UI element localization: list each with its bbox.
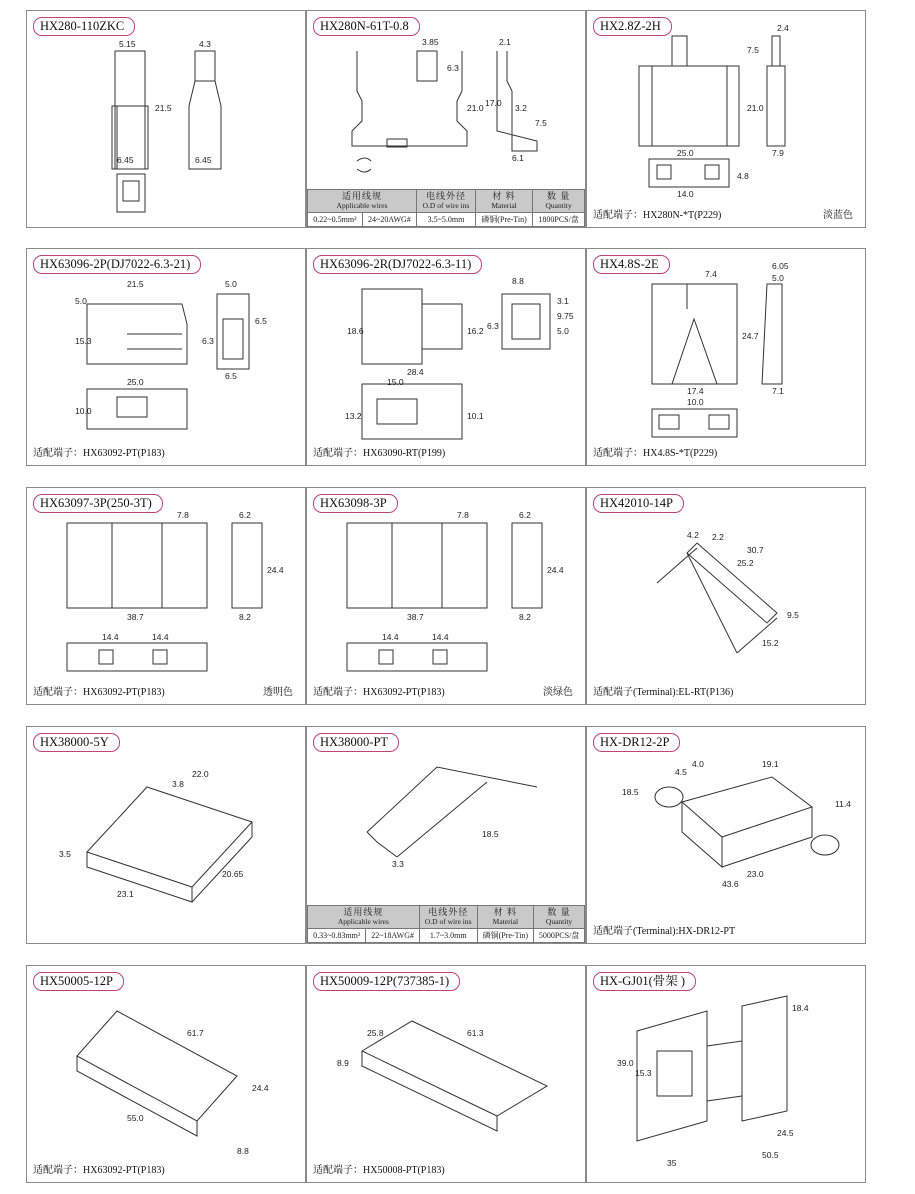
part-title: HX280-110ZKC bbox=[33, 17, 135, 36]
dim-label: 6.5 bbox=[255, 316, 267, 326]
spec-cell: 24~20AWG# bbox=[362, 213, 416, 227]
terminal-note: 适配端子：HX4.8S-*T(P229) bbox=[593, 448, 718, 459]
dim-label: 39.0 bbox=[617, 1058, 634, 1068]
spec-cell: 3.5~5.0mm bbox=[417, 213, 476, 227]
dim-label: 30.7 bbox=[747, 545, 764, 555]
part-title: HX63097-3P(250-3T) bbox=[33, 494, 163, 513]
dim-label: 38.7 bbox=[407, 612, 424, 622]
dim-label: 23.0 bbox=[747, 869, 764, 879]
dim-label: 10.0 bbox=[687, 397, 704, 407]
dim-label: 24.7 bbox=[742, 331, 759, 341]
dim-label: 5.0 bbox=[557, 326, 569, 336]
dim-label: 22.0 bbox=[192, 769, 209, 779]
part-title: HX63096-2P(DJ7022-6.3-21) bbox=[33, 255, 201, 274]
spec-cell: 1800PCS/盘 bbox=[533, 213, 585, 227]
drawing-hx63096-2p bbox=[27, 249, 306, 466]
drawing-hx4-8s-2e bbox=[587, 249, 866, 466]
dim-label: 4.8 bbox=[737, 171, 749, 181]
spec-header-en: Quantity bbox=[545, 201, 572, 210]
dim-label: 6.05 bbox=[772, 261, 789, 271]
cell-hx63096-2r bbox=[306, 248, 586, 466]
spec-header-en: Quantity bbox=[545, 917, 573, 926]
spec-header: 适用线规 bbox=[343, 907, 384, 917]
spec-header: 数 量 bbox=[547, 907, 571, 917]
dim-label: 7.4 bbox=[705, 269, 717, 279]
dim-label: 38.7 bbox=[127, 612, 144, 622]
dim-label: 23.1 bbox=[117, 889, 134, 899]
dim-label: 20.65 bbox=[222, 869, 244, 879]
color-note: 淡蓝色 bbox=[823, 210, 853, 221]
part-title: HX63098-3P bbox=[313, 494, 398, 513]
dim-label: 7.5 bbox=[747, 45, 759, 55]
part-title: HX50009-12P(737385-1) bbox=[313, 972, 460, 991]
dim-label: 9.5 bbox=[787, 610, 799, 620]
dim-label: 16.2 bbox=[467, 326, 484, 336]
dim-label: 21.5 bbox=[127, 279, 144, 289]
part-title: HX2.8Z-2H bbox=[593, 17, 672, 36]
dim-label: 14.4 bbox=[432, 632, 449, 642]
spec-cell: 磷铜(Pre-Tin) bbox=[477, 929, 533, 943]
dim-label: 4.0 bbox=[692, 759, 704, 769]
dim-label: 19.1 bbox=[762, 759, 779, 769]
spec-table bbox=[307, 189, 585, 227]
dim-label: 35 bbox=[667, 1158, 677, 1168]
cell-hx50009-12p bbox=[306, 965, 586, 1183]
part-title: HX-DR12-2P bbox=[593, 733, 680, 752]
color-note: 透明色 bbox=[263, 687, 293, 698]
dim-label: 2.4 bbox=[777, 23, 789, 33]
dim-label: 8.8 bbox=[237, 1146, 249, 1156]
terminal-note: 适配端子：HX63090-RT(P199) bbox=[313, 448, 446, 459]
dim-label: 5.15 bbox=[119, 39, 136, 49]
dim-label: 6.2 bbox=[239, 510, 251, 520]
spec-header-en: O.D of wire ins bbox=[422, 201, 470, 210]
dim-label: 7.8 bbox=[177, 510, 189, 520]
dim-label: 28.4 bbox=[407, 367, 424, 377]
dim-label: 3.1 bbox=[557, 296, 569, 306]
dim-label: 6.3 bbox=[447, 63, 459, 73]
dim-label: 18.5 bbox=[622, 787, 639, 797]
dim-label: 3.5 bbox=[59, 849, 71, 859]
dim-label: 3.85 bbox=[422, 37, 439, 47]
dim-label: 8.2 bbox=[519, 612, 531, 622]
dim-label: 3.8 bbox=[172, 779, 184, 789]
dim-label: 43.6 bbox=[722, 879, 739, 889]
dim-label: 21.0 bbox=[467, 103, 484, 113]
dim-label: 6.2 bbox=[519, 510, 531, 520]
spec-cell: 5000PCS/盘 bbox=[534, 929, 585, 943]
spec-header: 材 料 bbox=[492, 191, 516, 201]
dim-label: 10.1 bbox=[467, 411, 484, 421]
dim-label: 18.4 bbox=[792, 1003, 809, 1013]
dim-label: 10.0 bbox=[75, 406, 92, 416]
dim-label: 7.8 bbox=[457, 510, 469, 520]
dim-label: 5.0 bbox=[225, 279, 237, 289]
dim-label: 21.5 bbox=[155, 103, 172, 113]
cell-hx63098-3p bbox=[306, 487, 586, 705]
dim-label: 21.0 bbox=[747, 103, 764, 113]
cell-hx63097-3p bbox=[26, 487, 306, 705]
dim-label: 24.4 bbox=[267, 565, 284, 575]
dim-label: 13.2 bbox=[345, 411, 362, 421]
terminal-note: 适配端子：HX63092-PT(P183) bbox=[33, 687, 165, 698]
spec-header: 材 料 bbox=[493, 907, 517, 917]
terminal-note: 适配端子：HX280N-*T(P229) bbox=[593, 210, 722, 221]
terminal-note: 适配端子：HX63092-PT(P183) bbox=[33, 1165, 165, 1176]
spec-cell: 1.7~3.0mm bbox=[419, 929, 477, 943]
part-title: HX42010-14P bbox=[593, 494, 684, 513]
cell-hx38000-pt bbox=[306, 726, 586, 944]
drawing-hx50005-12p bbox=[27, 966, 306, 1183]
spec-header: 电线外径 bbox=[425, 191, 466, 201]
spec-header-en: O.D of wire ins bbox=[424, 917, 472, 926]
dim-label: 6.5 bbox=[225, 371, 237, 381]
dim-label: 25.2 bbox=[737, 558, 754, 568]
part-title: HX38000-PT bbox=[313, 733, 399, 752]
cell-hx-gj01 bbox=[586, 965, 866, 1183]
cell-hx50005-12p bbox=[26, 965, 306, 1183]
drawing-hx38000-5y bbox=[27, 727, 306, 944]
dim-label: 5.0 bbox=[772, 273, 784, 283]
drawing-hx2-8z-2h bbox=[587, 11, 866, 228]
dim-label: 9.75 bbox=[557, 311, 574, 321]
dim-label: 6.45 bbox=[195, 155, 212, 165]
spec-cell: 22~18AWG# bbox=[366, 929, 419, 943]
terminal-note: 适配端子(Terminal):EL-RT(P136) bbox=[593, 687, 734, 698]
part-title: HX280N-61T-0.8 bbox=[313, 17, 420, 36]
terminal-note: 适配端子(Terminal):HX-DR12-PT bbox=[593, 926, 736, 937]
dim-label: 6.3 bbox=[202, 336, 214, 346]
dim-label: 8.9 bbox=[337, 1058, 349, 1068]
part-title: HX63096-2R(DJ7022-6.3-11) bbox=[313, 255, 482, 274]
spec-header-en: Material bbox=[492, 917, 519, 926]
dim-label: 8.2 bbox=[239, 612, 251, 622]
dim-label: 18.6 bbox=[347, 326, 364, 336]
dim-label: 14.4 bbox=[102, 632, 119, 642]
dim-label: 15.3 bbox=[635, 1068, 652, 1078]
dim-label: 4.2 bbox=[687, 530, 699, 540]
spec-header-en: Applicable wires bbox=[337, 917, 389, 926]
spec-cell: 0.22~0.5mm² bbox=[308, 213, 363, 227]
spec-cell: 0.33~0.83mm² bbox=[308, 929, 366, 943]
dim-label: 6.3 bbox=[487, 321, 499, 331]
spec-header: 数 量 bbox=[547, 191, 571, 201]
part-title: HX50005-12P bbox=[33, 972, 124, 991]
dim-label: 5.0 bbox=[75, 296, 87, 306]
dim-label: 11.4 bbox=[835, 799, 851, 809]
dim-label: 24.4 bbox=[252, 1083, 269, 1093]
dim-label: 17.4 bbox=[687, 386, 704, 396]
dim-label: 8.8 bbox=[512, 276, 524, 286]
drawing-hx63097-3p bbox=[27, 488, 306, 705]
dim-label: 7.9 bbox=[772, 148, 784, 158]
dim-label: 4.3 bbox=[199, 39, 211, 49]
dim-label: 61.3 bbox=[467, 1028, 484, 1038]
dim-label: 15.3 bbox=[75, 336, 92, 346]
cell-hx38000-5y bbox=[26, 726, 306, 944]
dim-label: 3.2 bbox=[515, 103, 527, 113]
dim-label: 3.3 bbox=[392, 859, 404, 869]
dim-label: 2.1 bbox=[499, 37, 511, 47]
dim-label: 18.5 bbox=[482, 829, 499, 839]
part-title: HX4.8S-2E bbox=[593, 255, 670, 274]
cell-hx-dr12-2p bbox=[586, 726, 866, 944]
dim-label: 2.2 bbox=[712, 532, 724, 542]
drawing-hx63098-3p bbox=[307, 488, 586, 705]
dim-label: 7.1 bbox=[772, 386, 784, 396]
dim-label: 14.0 bbox=[677, 189, 694, 199]
cell-hx2-8z-2h bbox=[586, 10, 866, 228]
cell-hx280n-61t bbox=[306, 10, 586, 228]
dim-label: 61.7 bbox=[187, 1028, 204, 1038]
dim-label: 50.5 bbox=[762, 1150, 779, 1160]
dim-label: 6.45 bbox=[117, 155, 134, 165]
dim-label: 25.8 bbox=[367, 1028, 384, 1038]
spec-header-en: Material bbox=[491, 201, 517, 210]
dim-label: 4.5 bbox=[675, 767, 687, 777]
drawing-hx-dr12-2p bbox=[587, 727, 866, 944]
dim-label: 6.1 bbox=[512, 153, 524, 163]
dim-label: 14.4 bbox=[382, 632, 399, 642]
terminal-note: 适配端子：HX63092-PT(P183) bbox=[33, 448, 165, 459]
spec-cell: 磷铜(Pre-Tin) bbox=[475, 213, 532, 227]
drawing-hx-gj01 bbox=[587, 966, 866, 1183]
cell-hx280-110zkc bbox=[26, 10, 306, 228]
dim-label: 14.4 bbox=[152, 632, 169, 642]
spec-table bbox=[307, 905, 585, 943]
dim-label: 17.0 bbox=[485, 98, 502, 108]
drawing-hx280-110zkc bbox=[27, 11, 306, 228]
drawing-hx50009-12p bbox=[307, 966, 586, 1183]
dim-label: 15.0 bbox=[387, 377, 404, 387]
terminal-note: 适配端子：HX63092-PT(P183) bbox=[313, 687, 445, 698]
dim-label: 15.2 bbox=[762, 638, 779, 648]
color-note: 淡绿色 bbox=[543, 687, 573, 698]
terminal-note: 适配端子：HX50008-PT(P183) bbox=[313, 1165, 445, 1176]
part-title: HX-GJ01(骨架 ) bbox=[593, 972, 696, 991]
drawing-hx42010-14p bbox=[587, 488, 866, 705]
spec-header: 适用线规 bbox=[342, 191, 383, 201]
drawing-hx63096-2r bbox=[307, 249, 586, 466]
cell-hx42010-14p bbox=[586, 487, 866, 705]
cell-hx4-8s-2e bbox=[586, 248, 866, 466]
spec-header: 电线外径 bbox=[428, 907, 469, 917]
dim-label: 25.0 bbox=[127, 377, 144, 387]
part-title: HX38000-5Y bbox=[33, 733, 120, 752]
dim-label: 24.4 bbox=[547, 565, 564, 575]
dim-label: 55.0 bbox=[127, 1113, 144, 1123]
dim-label: 25.0 bbox=[677, 148, 694, 158]
spec-header-en: Applicable wires bbox=[336, 201, 388, 210]
dim-label: 24.5 bbox=[777, 1128, 794, 1138]
dim-label: 7.5 bbox=[535, 118, 547, 128]
cell-hx63096-2p bbox=[26, 248, 306, 466]
